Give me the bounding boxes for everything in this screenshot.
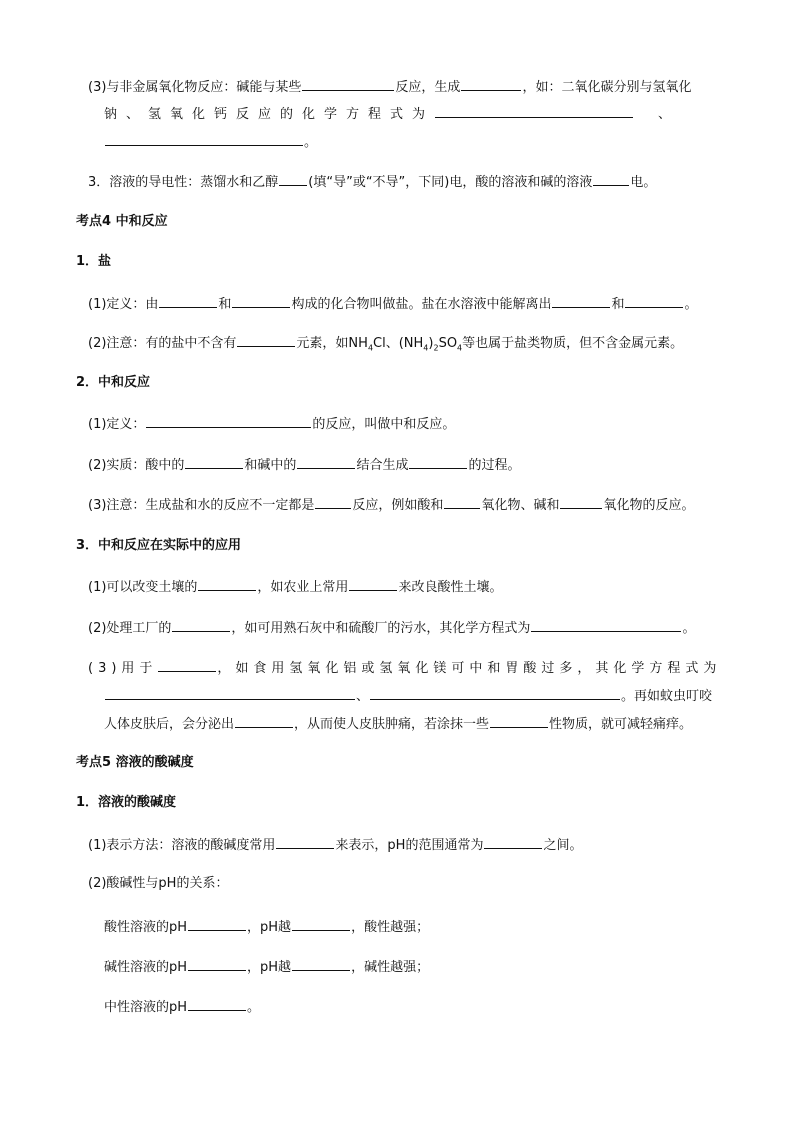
application-medicine-line-2: 、 。再如蚊虫叮咬	[104, 685, 712, 707]
blank	[105, 685, 355, 700]
blank	[593, 171, 629, 186]
salt-heading: 1．盐	[76, 254, 112, 269]
neutralization-note: (3)注意：生成盐和水的反应不一定都是 反应，例如酸和 氧化物、碱和 氧化物的反应。	[88, 494, 694, 516]
blank	[349, 576, 397, 591]
blank	[276, 834, 334, 849]
blank	[172, 617, 230, 632]
salt-definition: (1)定义：由 和 构成的化合物叫做盐。盐在水溶液中能解离出 和 。	[88, 293, 697, 315]
section-title-k5: 考点5 溶液的酸碱度	[76, 755, 194, 770]
blank	[560, 494, 602, 509]
blank	[146, 413, 311, 428]
blank	[105, 131, 303, 146]
blank	[235, 713, 293, 728]
blank	[159, 293, 217, 308]
blank	[188, 956, 246, 971]
ph-acid-line: 酸性溶液的pH ，pH越 ，酸性越强；	[104, 916, 429, 938]
ph-method: (1)表示方法：溶液的酸碱度常用 来表示，pH的范围通常为 之间。	[88, 834, 582, 856]
blank	[315, 494, 351, 509]
blank	[370, 685, 620, 700]
ph-heading: 1．溶液的酸碱度	[76, 795, 177, 810]
blank	[444, 494, 480, 509]
blank	[409, 454, 467, 469]
blank	[292, 956, 350, 971]
application-wastewater: (2)处理工厂的 ，如可用熟石灰中和硫酸厂的污水，其化学方程式为 。	[88, 617, 695, 639]
blank	[302, 76, 394, 91]
application-soil: (1)可以改变土壤的 ，如农业上常用 来改良酸性土壤。	[88, 576, 502, 598]
neutralization-definition: (1)定义： 的反应，叫做中和反应。	[88, 413, 455, 435]
blank	[188, 916, 246, 931]
blank	[198, 576, 256, 591]
ph-base-line: 碱性溶液的pH ，pH越 ，碱性越强；	[104, 956, 429, 978]
application-medicine-line-1: (3)用于 ，如食用氢氧化铝或氢氧化镁可中和胃酸过多，其化学方程式为	[88, 657, 721, 679]
blank	[552, 293, 610, 308]
alkali-nonmetal-oxide-line-1: (3)与非金属氧化物反应：碱能与某些 反应，生成 ，如：二氧化碳分别与氢氧化	[88, 76, 691, 98]
neutralization-heading: 2．中和反应	[76, 375, 151, 390]
blank	[232, 293, 290, 308]
alkali-nonmetal-oxide-line-2: 钠、氢氧化钙反应的化学方程式为 、	[104, 103, 671, 125]
neutralization-essence: (2)实质：酸中的 和碱中的 结合生成 的过程。	[88, 454, 520, 476]
blank	[625, 293, 683, 308]
application-heading: 3．中和反应在实际中的应用	[76, 538, 242, 553]
blank	[279, 171, 307, 186]
blank	[461, 76, 521, 91]
conductivity-line: 3．溶液的导电性：蒸馏水和乙醇 (填“导”或“不导”，下同)电，酸的溶液和碱的溶液 电。	[88, 171, 656, 193]
ph-neutral-line: 中性溶液的pH 。	[104, 996, 260, 1018]
blank	[297, 454, 355, 469]
blank	[188, 996, 246, 1011]
salt-note: (2)注意：有的盐中不含有 元素，如$NH_4Cl$、$(NH_4)_2SO_4$等也属于盐类物质，但不含金属元素。	[88, 332, 683, 359]
blank	[490, 713, 548, 728]
blank	[435, 103, 633, 118]
blank	[185, 454, 243, 469]
ph-relation: (2)酸碱性与pH的关系：	[88, 876, 229, 891]
blank	[531, 617, 681, 632]
alkali-nonmetal-oxide-line-3: 。	[104, 131, 317, 153]
blank	[158, 657, 216, 672]
section-title-k4: 考点4 中和反应	[76, 214, 168, 229]
application-medicine-line-3: 人体皮肤后，会分泌出 ，从而使人皮肤肿痛，若涂抹一些 性物质，就可减轻痛痒。	[104, 713, 692, 735]
blank	[484, 834, 542, 849]
blank	[237, 332, 295, 347]
blank	[292, 916, 350, 931]
